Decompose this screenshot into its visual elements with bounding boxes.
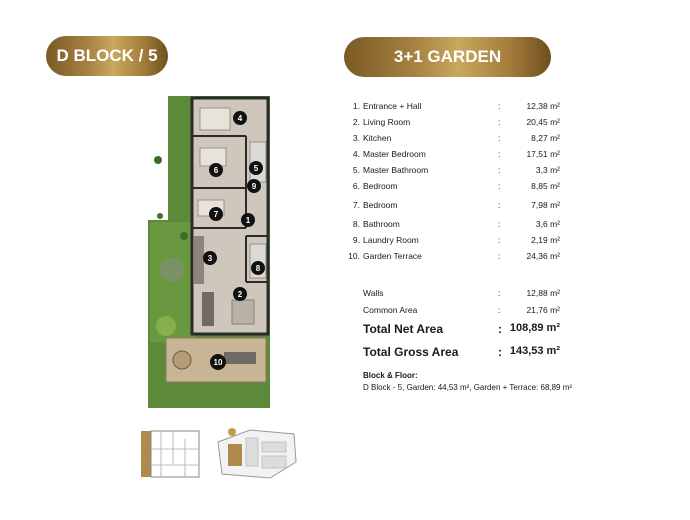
plan-marker-5 xyxy=(249,161,263,175)
room-name: Garden Terrace xyxy=(363,251,422,261)
room-number: 1. xyxy=(352,101,360,111)
room-row xyxy=(340,117,560,133)
plan-marker-3 xyxy=(203,251,217,265)
separator: : xyxy=(498,219,501,229)
room-name: Bathroom xyxy=(363,219,400,229)
room-area: 17,51 m² xyxy=(526,149,560,159)
room-name: Entrance + Hall xyxy=(363,101,422,111)
room-area: 24,36 m² xyxy=(526,251,560,261)
room-row xyxy=(340,149,560,165)
room-name: Master Bedroom xyxy=(363,149,426,159)
gross-area-label: Total Gross Area xyxy=(363,345,459,359)
room-area: 8,85 m² xyxy=(531,181,560,191)
room-row xyxy=(340,165,560,181)
room-number: 3. xyxy=(352,133,360,143)
separator: : xyxy=(498,133,501,143)
svg-text:9: 9 xyxy=(251,182,257,191)
block-floor-detail: D Block - 5, Garden: 44,53 m², Garden + Terrace: 68,89 m² xyxy=(363,383,573,392)
room-name: Bedroom xyxy=(363,181,398,191)
room-area-list xyxy=(340,101,560,267)
plan-marker-7 xyxy=(209,207,223,221)
block-floor-title: Block & Floor: xyxy=(363,371,418,380)
plan-marker-4 xyxy=(233,111,247,125)
room-number: 2. xyxy=(352,117,360,127)
room-area: 8,27 m² xyxy=(531,133,560,143)
net-area-row: Total Net Area : 108,89 m² xyxy=(363,322,560,336)
common-area-row: Common Area : 21,76 m² xyxy=(363,305,560,315)
plan-marker-2 xyxy=(233,287,247,301)
walls-value: 12,88 m² xyxy=(526,288,560,298)
room-name: Living Room xyxy=(363,117,411,127)
separator: : xyxy=(498,117,501,127)
separator: : xyxy=(498,181,501,191)
room-row xyxy=(340,219,560,235)
separator: : xyxy=(498,235,501,245)
room-number: 7. xyxy=(352,200,360,210)
room-number: 4. xyxy=(352,149,360,159)
room-row xyxy=(340,200,560,219)
room-row xyxy=(340,181,560,200)
gross-area-row: Total Gross Area : 143,53 m² xyxy=(363,345,560,359)
svg-text:6: 6 xyxy=(213,166,219,175)
svg-text:4: 4 xyxy=(237,114,243,123)
room-row xyxy=(340,251,560,267)
gross-area-value: 143,53 m² xyxy=(509,345,560,357)
separator: : xyxy=(498,149,501,159)
plan-marker-8 xyxy=(251,261,265,275)
svg-text:1: 1 xyxy=(245,216,251,225)
svg-text:5: 5 xyxy=(253,164,259,173)
common-area-value: 21,76 m² xyxy=(526,305,560,315)
block-key-plan xyxy=(135,425,203,483)
separator: : xyxy=(498,200,501,210)
room-area: 3,3 m² xyxy=(535,165,560,175)
svg-text:7: 7 xyxy=(213,210,219,219)
room-number: 6. xyxy=(352,181,360,191)
unit-type-badge xyxy=(344,37,551,77)
room-number: 5. xyxy=(352,165,360,175)
block-floor-label: D BLOCK / 5 xyxy=(56,46,158,65)
room-area: 7,98 m² xyxy=(531,200,560,210)
block-floor-info xyxy=(363,370,572,394)
floor-plan xyxy=(148,96,270,408)
svg-text:8: 8 xyxy=(255,264,261,273)
block-floor-badge xyxy=(46,36,168,76)
room-name: Laundry Room xyxy=(363,235,419,245)
room-name: Bedroom xyxy=(363,200,398,210)
room-row xyxy=(340,133,560,149)
room-area: 2,19 m² xyxy=(531,235,560,245)
room-area: 12,38 m² xyxy=(526,101,560,111)
plan-marker-1 xyxy=(241,213,255,227)
plan-marker-10 xyxy=(210,354,226,370)
svg-text:3: 3 xyxy=(207,254,213,263)
svg-text:2: 2 xyxy=(237,290,243,299)
separator: : xyxy=(498,101,501,111)
room-name: Kitchen xyxy=(363,133,392,143)
room-area: 20,45 m² xyxy=(526,117,560,127)
net-area-label: Total Net Area xyxy=(363,322,444,336)
svg-text:10: 10 xyxy=(213,358,223,367)
separator: : xyxy=(498,251,501,261)
separator: : xyxy=(498,165,501,175)
net-area-value: 108,89 m² xyxy=(509,322,560,334)
common-area-label: Common Area xyxy=(363,305,418,315)
room-number: 10. xyxy=(348,251,360,261)
room-number: 8. xyxy=(352,219,360,229)
plan-marker-6 xyxy=(209,163,223,177)
room-row xyxy=(340,101,560,117)
walls-label: Walls xyxy=(363,288,384,298)
plan-marker-9 xyxy=(247,179,261,193)
room-number: 9. xyxy=(352,235,360,245)
walls-row: Walls : 12,88 m² xyxy=(363,288,560,298)
room-area: 3,6 m² xyxy=(535,219,560,229)
unit-type-label: 3+1 GARDEN xyxy=(393,47,502,66)
room-name: Master Bathroom xyxy=(363,165,429,175)
room-row xyxy=(340,235,560,251)
area-totals xyxy=(340,288,560,368)
site-key-plan xyxy=(210,422,302,484)
